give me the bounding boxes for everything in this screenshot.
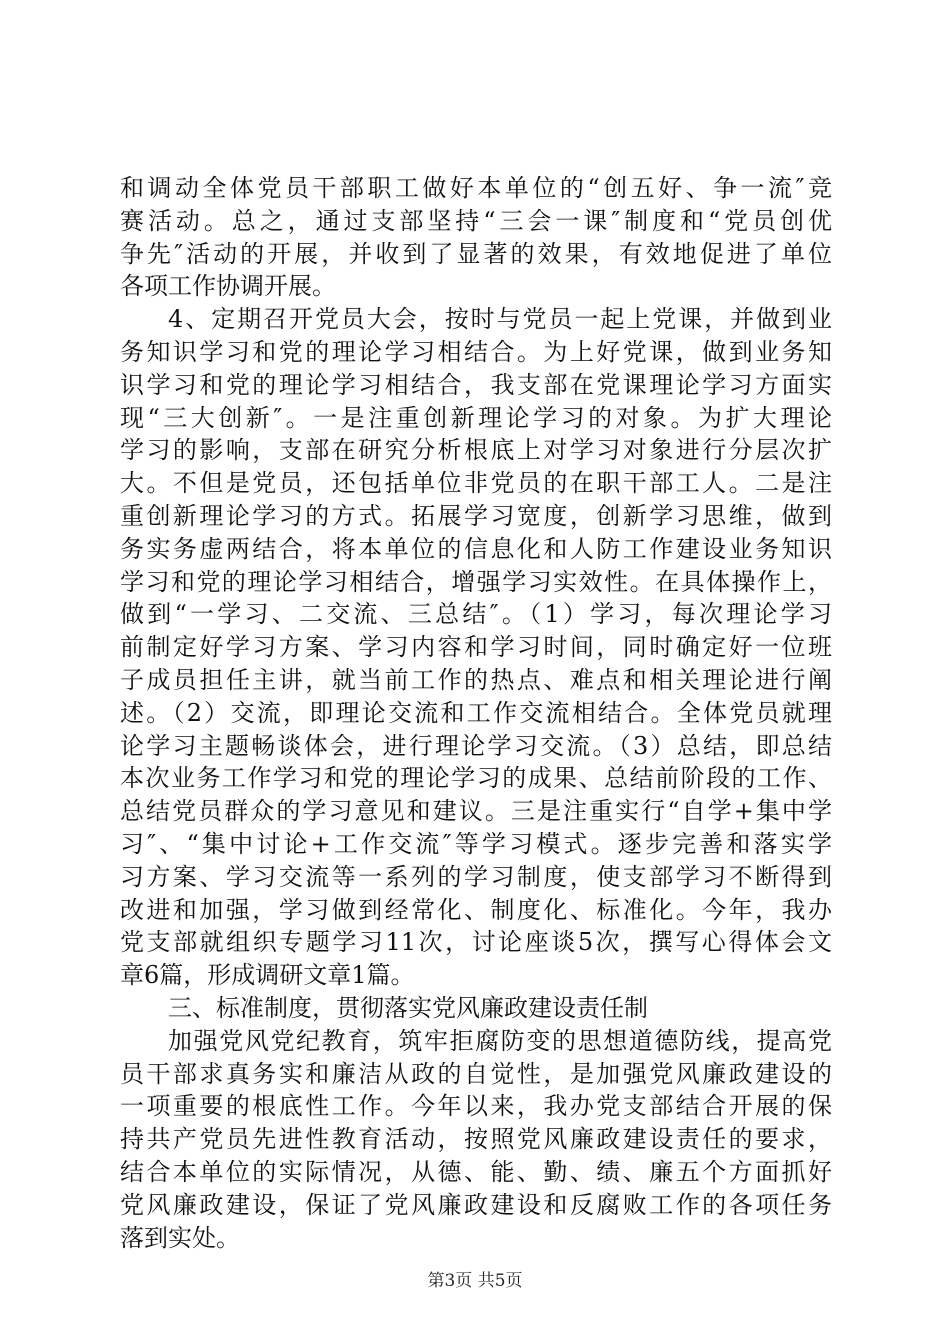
text-line: 识学习和党的理论学习相结合，我支部在党课理论学习方面实: [120, 370, 832, 399]
text-line: 论学习主题畅谈体会，进行理论学习交流。（3）总结，即总结: [120, 731, 832, 760]
text-line: 一项重要的根底性工作。今年以来，我办党支部结合开展的保: [120, 1092, 832, 1121]
text-line: 学习的影响，支部在研究分析根底上对学习对象进行分层次扩: [120, 436, 832, 465]
text-line: 赛活动。总之，通过支部坚持“三会一课″制度和“党员创优: [120, 206, 832, 235]
text-line: 总结党员群众的学习意见和建议。三是注重实行“自学+集中学: [120, 797, 832, 826]
text-line: 述。（2）交流，即理论交流和工作交流相结合。全体党员就理: [120, 698, 832, 727]
text-line: 改进和加强，学习做到经常化、制度化、标准化。今年，我办: [120, 895, 832, 924]
text-line: 务实务虚两结合，将本单位的信息化和人防工作建设业务知识: [120, 534, 832, 563]
body-text: [120, 172, 832, 1254]
text-line: 重创新理论学习的方式。拓展学习宽度，创新学习思维，做到: [120, 501, 832, 530]
text-line: 落到实处。: [120, 1223, 240, 1252]
text-line: 子成员担任主讲，就当前工作的热点、难点和相关理论进行阐: [120, 665, 832, 694]
text-line: 前制定好学习方案、学习内容和学习时间，同时确定好一位班: [120, 633, 832, 662]
text-line: 学习和党的理论学习相结合，增强学习实效性。在具体操作上，: [120, 567, 832, 596]
text-line: 结合本单位的实际情况，从德、能、勤、绩、廉五个方面抓好: [120, 1157, 832, 1186]
text-line: 各项工作协调开展。: [120, 272, 336, 301]
text-line: 现“三大创新″。一是注重创新理论学习的对象。为扩大理论: [120, 403, 832, 432]
text-line: 章6篇，形成调研文章1篇。: [120, 961, 415, 990]
text-line: 务知识学习和党的理论学习相结合。为上好党课，做到业务知: [120, 337, 832, 366]
text-line: 做到“一学习、二交流、三总结″。（1）学习，每次理论学习: [120, 600, 832, 629]
text-line: 持共产党员先进性教育活动，按照党风廉政建设责任的要求，: [120, 1125, 832, 1154]
text-line: 党支部就组织专题学习11次，讨论座谈5次，撰写心得体会文: [120, 928, 832, 957]
text-line: 本次业务工作学习和党的理论学习的成果、总结前阶段的工作、: [120, 764, 832, 793]
text-line: 习″、“集中讨论+工作交流″等学习模式。逐步完善和落实学: [120, 829, 832, 858]
text-line: 争先″活动的开展，并收到了显著的效果，有效地促进了单位: [120, 239, 832, 268]
text-line: 和调动全体党员干部职工做好本单位的“创五好、争一流″竞: [120, 174, 832, 202]
text-line: 员干部求真务实和廉洁从政的自觉性，是加强党风廉政建设的: [120, 1059, 832, 1088]
paragraph-start-line: 加强党风党纪教育，筑牢拒腐防变的思想道德防线，提高党: [168, 1026, 832, 1055]
section-heading: 三、标准制度，贯彻落实党风廉政建设责任制: [168, 993, 648, 1022]
text-line: 党风廉政建设，保证了党风廉政建设和反腐败工作的各项任务: [120, 1190, 832, 1219]
paragraph-start-line: 4、定期召开党员大会，按时与党员一起上党课，并做到业: [168, 305, 832, 334]
text-line: 习方案、学习交流等一系列的学习制度，使支部学习不断得到: [120, 862, 832, 891]
page-number: 第3页 共5页: [427, 1271, 523, 1291]
text-line: 大。不但是党员，还包括单位非党员的在职干部工人。二是注: [120, 469, 832, 498]
